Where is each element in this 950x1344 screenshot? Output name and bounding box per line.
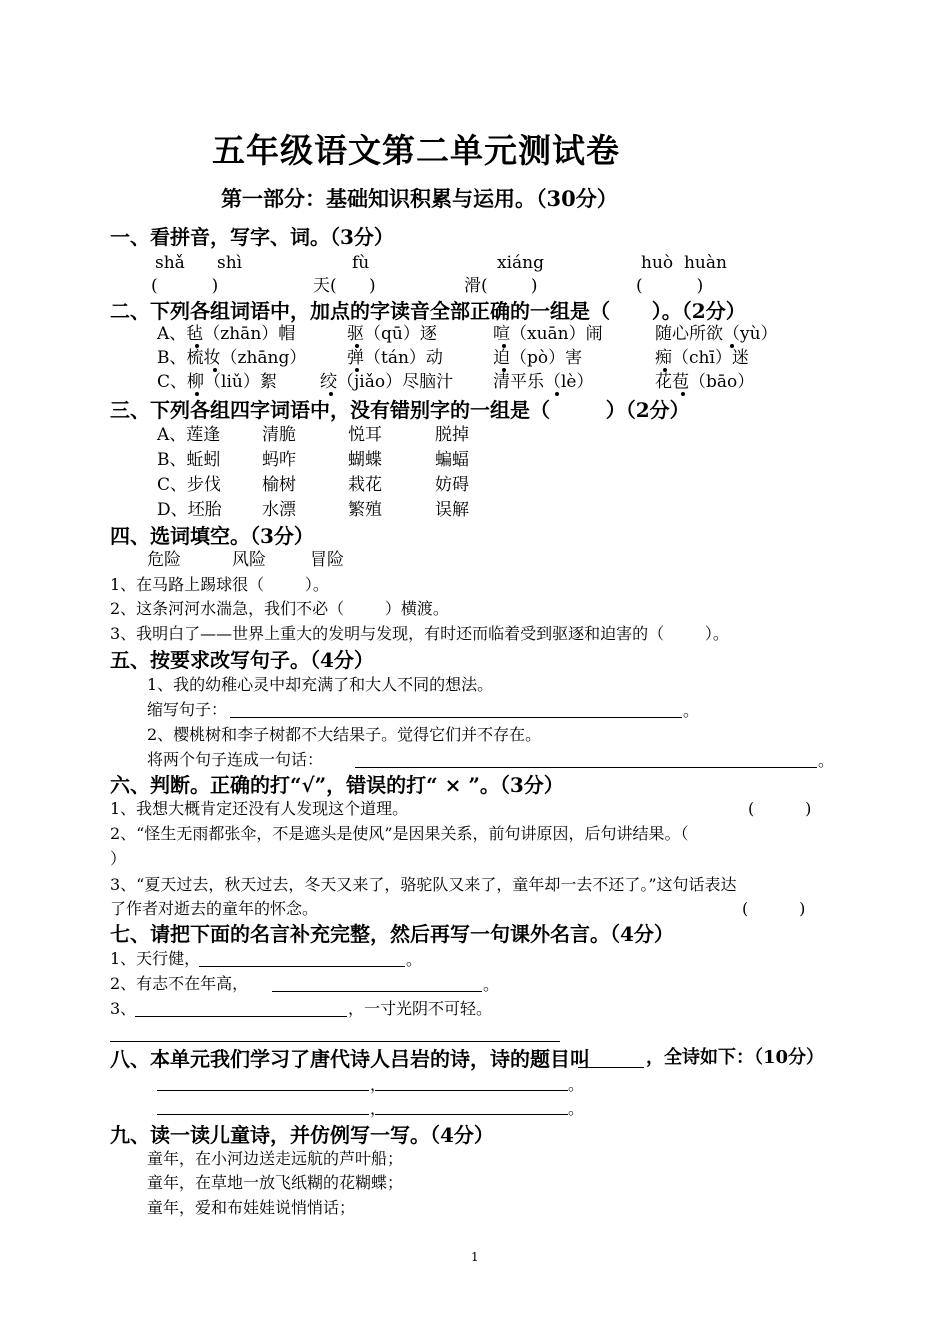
emphasis-dot (502, 368, 506, 372)
judge-item: 2、“怪生无雨都张伞，不是遮头是使风”是因果关系，前句讲原因，后句讲结果。（ (110, 824, 689, 843)
sentence: 2、樱桃树和李子树都不大结果子。觉得它们并不存在。 (147, 725, 542, 744)
answer-paren[interactable]: ( ) (742, 899, 806, 918)
option-item: 水漂 (262, 500, 296, 520)
poem-line: 童年，在草地一放飞纸糊的花糊蝶； (147, 1173, 404, 1192)
answer-line[interactable] (157, 1090, 369, 1091)
answer-paren[interactable]: ( ) (748, 799, 812, 818)
answer-line[interactable] (375, 1090, 568, 1091)
poem-line: 童年，在小河边送走远航的芦叶船； (147, 1149, 404, 1168)
page-number: 1 (471, 1250, 479, 1264)
answer-line[interactable] (578, 1067, 644, 1068)
fill-item: 1、在马路上踢球很（ ）。 (110, 575, 329, 594)
answer-line[interactable] (355, 767, 817, 768)
emphasis-dot (213, 368, 217, 372)
period: 。 (568, 1099, 585, 1118)
emphasis-dot (355, 368, 359, 372)
option-item: C、柳（liǔ）絮 (157, 372, 277, 392)
option-item: 蚂咋 (262, 450, 296, 470)
emphasis-dot (355, 344, 359, 348)
period: 。 (483, 975, 500, 994)
option-item: 随心所欲（yù） (655, 324, 778, 344)
option-item: 误解 (435, 500, 469, 520)
proverb-item: 2、有志不在年高， (110, 974, 249, 993)
pinyin-4: xiáng (497, 253, 544, 273)
option-item: 清平乐（lè） (493, 372, 594, 392)
rewrite-label: 将两个句子连成一句话： (147, 750, 324, 769)
answer-blank[interactable]: 天( ) (313, 276, 376, 296)
emphasis-dot (663, 368, 667, 372)
emphasis-dot (195, 344, 199, 348)
emphasis-dot (195, 392, 199, 396)
option-item: 迫（pò）害 (493, 348, 583, 368)
emphasis-dot (730, 344, 734, 348)
option-item: 悦耳 (348, 425, 382, 445)
q4-heading: 四、选词填空。（3分） (110, 524, 314, 548)
q1-heading: 一、看拼音，写字、词。（3分） (110, 225, 394, 249)
q9-heading: 九、读一读儿童诗，并仿例写一写。（4分） (110, 1123, 494, 1147)
option-item: A、毡（zhān）帽 (157, 324, 296, 344)
q8-heading-end: ，全诗如下：（10分） (646, 1047, 825, 1068)
emphasis-dot (502, 344, 506, 348)
comma: ， (370, 1075, 387, 1094)
option-item: D、坯胎 (157, 500, 222, 520)
option-item: 喧（xuān）闹 (493, 324, 603, 344)
proverb-item: 1、天行健， (110, 949, 201, 968)
part-one-heading: 第一部分：基础知识积累与运用。（30分） (221, 186, 618, 211)
option-item: 蝴蝶 (348, 450, 382, 470)
option-item: 花苞（bāo） (655, 372, 755, 392)
proverb-item-end: ，一寸光阴不可轻。 (348, 999, 493, 1018)
judge-item: 1、我想大概肯定还没有人发现这个道理。 (110, 799, 409, 818)
option-item: 栽花 (348, 475, 382, 495)
option-item: 弹（tán）动 (347, 348, 443, 368)
option-item: B、蚯蚓 (157, 450, 221, 470)
emphasis-dot (329, 392, 333, 396)
judge-item-cont: 了作者对逝去的童年的怀念。 (110, 899, 319, 918)
option-item: 蝙蝠 (435, 450, 469, 470)
q7-heading: 七、请把下面的名言补充完整，然后再写一句课外名言。（4分） (110, 922, 674, 946)
fill-item: 3、我明白了——世界上重大的发明与发现，有时还而临着受到驱逐和迫害的（ ）。 (110, 624, 729, 643)
option-item: 驱（qū）逐 (347, 324, 437, 344)
option-item: 妨碍 (435, 475, 469, 495)
answer-line[interactable] (110, 1041, 560, 1042)
pinyin-3: fù (352, 253, 370, 273)
rewrite-label: 缩写句子： (147, 700, 228, 719)
period: 。 (683, 701, 700, 720)
emphasis-dot (681, 392, 685, 396)
option-item: 脱掉 (435, 425, 469, 445)
period: 。 (818, 751, 835, 770)
pinyin-1: shǎ (155, 253, 185, 273)
q5-heading: 五、按要求改写句子。（4分） (110, 648, 374, 672)
proverb-item: 3、 (110, 999, 137, 1018)
judge-item-cont: ） (110, 849, 127, 868)
option-item: A、莲逢 (157, 425, 221, 445)
answer-line[interactable] (375, 1114, 568, 1115)
sentence: 1、我的幼稚心灵中却充满了和大人不同的想法。 (147, 675, 494, 694)
comma: ， (370, 1099, 387, 1118)
option-item: 繁殖 (348, 500, 382, 520)
q3-heading: 三、下列各组四字词语中，没有错别字的一组是（ ）（2分） (110, 398, 690, 422)
period: 。 (568, 1075, 585, 1094)
option-item: 清脆 (262, 425, 296, 445)
option-item: 榆树 (262, 475, 296, 495)
period: 。 (406, 950, 423, 969)
pinyin-2: shì (217, 253, 243, 273)
q6-heading: 六、判断。正确的打“√”，错误的打“ × ”。（3分） (110, 773, 564, 797)
answer-line[interactable] (157, 1114, 369, 1115)
word-choice: 风险 (232, 550, 266, 570)
answer-blank[interactable]: ( ) (151, 276, 219, 296)
answer-line[interactable] (135, 1016, 347, 1017)
word-choice: 危险 (147, 550, 181, 570)
answer-blank[interactable]: ( ) (636, 276, 704, 296)
option-item: B、梳妆（zhāng） (157, 348, 307, 368)
option-item: 痴（chī）迷 (655, 348, 749, 368)
poem-line: 童年，爱和布娃娃说悄悄话； (147, 1198, 356, 1217)
q8-heading: 八、本单元我们学习了唐代诗人吕岩的诗，诗的题目叫 (110, 1047, 590, 1071)
answer-blank[interactable]: 滑( ) (464, 276, 538, 296)
option-item: C、步伐 (157, 475, 222, 495)
page-title: 五年级语文第二单元测试卷 (212, 131, 620, 170)
pinyin-5: huò huàn (641, 253, 727, 273)
answer-line[interactable] (199, 966, 405, 967)
q2-heading: 二、下列各组词语中，加点的字读音全部正确的一组是（ ）。（2分） (110, 299, 746, 323)
judge-item: 3、“夏天过去，秋天过去，冬天又来了，骆驼队又来了，童年却一去不还了。”这句话表达 (110, 875, 737, 894)
emphasis-dot (555, 392, 559, 396)
answer-line[interactable] (230, 717, 682, 718)
fill-item: 2、这条河河水湍急，我们不必（ ）横渡。 (110, 599, 449, 618)
answer-line[interactable] (272, 991, 482, 992)
word-choice: 冒险 (310, 550, 344, 570)
option-item: 绞（jiǎo）尽脑汁 (320, 372, 454, 392)
